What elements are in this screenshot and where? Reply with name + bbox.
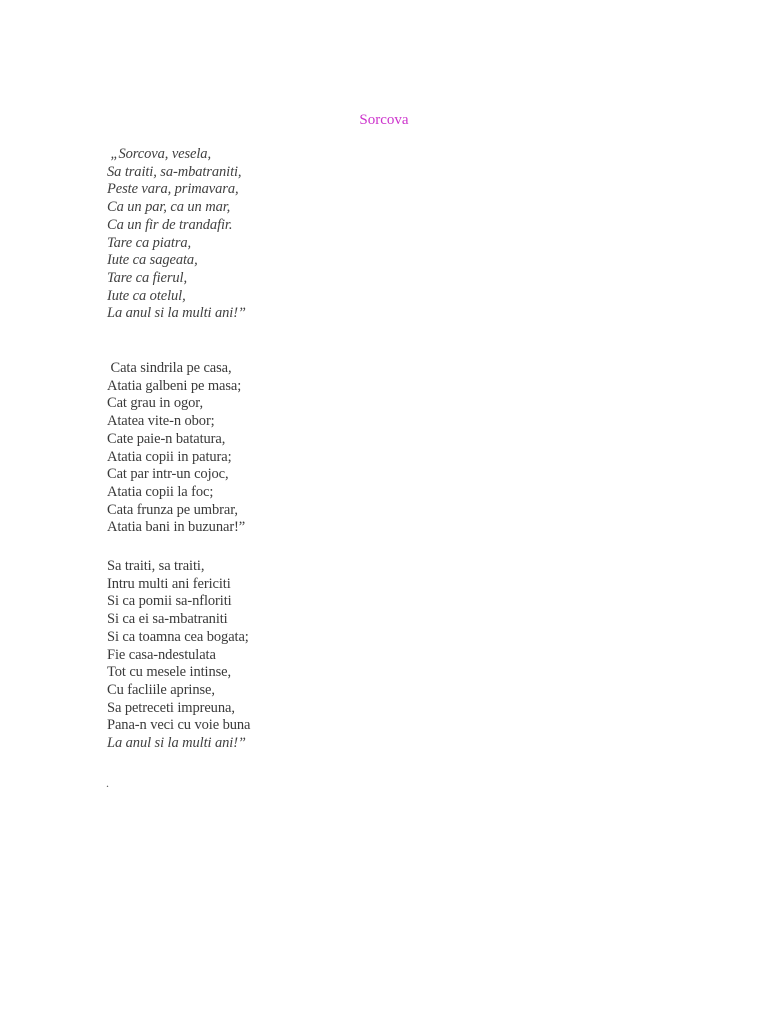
poem-line: Sa petreceti impreuna, (107, 699, 235, 716)
poem-line: La anul si la multi ani!” (107, 305, 246, 322)
poem-line: Cat par intr-un cojoc, (107, 466, 229, 483)
stanza-2 (107, 360, 245, 537)
poem-line: Atatia bani in buzunar!” (107, 519, 246, 536)
poem-line: Atatea vite-n obor; (107, 413, 215, 430)
stanza-1 (107, 146, 246, 323)
poem-line: Si ca toamna cea bogata; (107, 628, 249, 645)
poem-line: Tare ca fierul, (107, 269, 187, 286)
poem-line: Cat grau in ogor, (107, 395, 203, 412)
poem-line: Cu facliile aprinse, (107, 681, 215, 698)
poem-line: Atatia copii la foc; (107, 483, 214, 500)
poem-line: Cata sindrila pe casa, (107, 360, 232, 376)
poem-line: La anul si la multi ani!” (107, 735, 246, 752)
poem-line: Atatia galbeni pe masa; (107, 377, 242, 394)
poem-line: Cate paie-n batatura, (107, 430, 226, 447)
trailing-mark: . (106, 776, 109, 790)
poem-line: Si ca ei sa-mbatraniti (107, 611, 228, 628)
poem-line: Cata frunza pe umbrar, (107, 501, 238, 518)
poem-line: Tot cu mesele intinse, (107, 664, 232, 681)
poem-title: Sorcova (359, 112, 409, 128)
poem-line: Iute ca sageata, (107, 252, 198, 269)
stanza-3 (107, 558, 250, 753)
poem-line: Intru multi ani fericiti (107, 575, 231, 592)
poem-line: Sa traiti, sa-mbatraniti, (107, 163, 242, 180)
poem-line: Si ca pomii sa-nfloriti (107, 593, 232, 610)
poem-line: Tare ca piatra, (107, 234, 192, 251)
poem-line: Iute ca otelul, (107, 287, 186, 304)
poem-line: Fie casa-ndestulata (107, 646, 216, 663)
poem-line: Ca un fir de trandafir. (107, 216, 233, 233)
poem-line: Atatia copii in patura; (107, 448, 232, 465)
poem-line: „Sorcova, vesela, (107, 146, 211, 162)
poem-line: Ca un par, ca un mar, (107, 199, 231, 216)
poem-line: Peste vara, primavara, (107, 181, 239, 198)
poem-line: Pana-n veci cu voie buna (107, 717, 251, 734)
poem-line: Sa traiti, sa traiti, (107, 558, 205, 574)
